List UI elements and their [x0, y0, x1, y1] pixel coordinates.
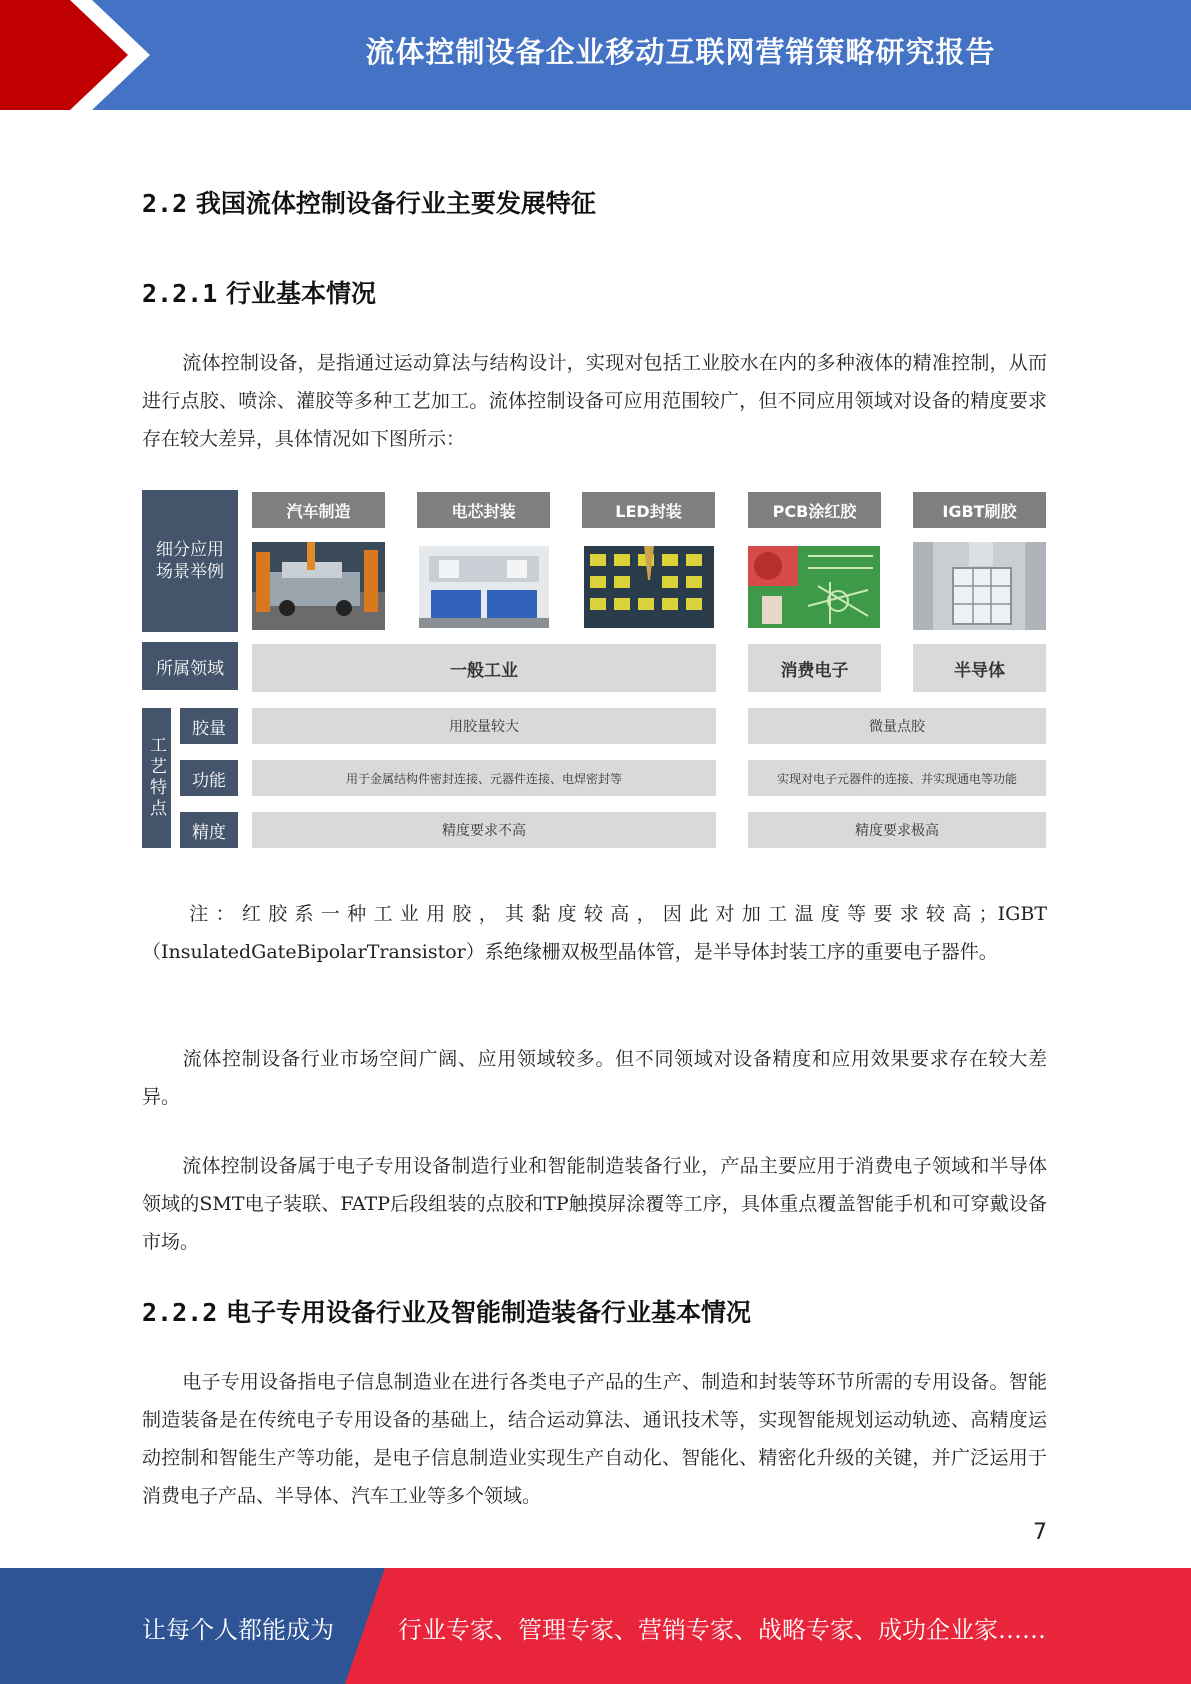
footer-slogan-right: 行业专家、管理专家、营销专家、战略专家、成功企业家…… — [398, 1616, 1046, 1644]
section-heading-2-2 — [142, 184, 596, 220]
attr-value-general-amount: 用胶量较大 — [252, 708, 716, 744]
app-tag: IGBT刷胶 — [913, 492, 1046, 528]
row-label-apps: 细分应用 场景举例 — [142, 490, 238, 632]
section-heading-2-2-2 — [142, 1293, 751, 1329]
photo-automotive — [252, 542, 385, 630]
section-heading-2-2-1 — [142, 274, 376, 310]
app-tag: 电芯封装 — [417, 492, 550, 528]
section-number: 2.2 — [142, 189, 188, 218]
attr-label-function: 功能 — [180, 760, 238, 796]
section-number: 2.2.2 — [142, 1298, 218, 1327]
domain-general: 一般工业 — [252, 644, 716, 692]
photo-pcb — [748, 546, 880, 628]
attr-value-general-precision: 精度要求不高 — [252, 812, 716, 848]
page-number: 7 — [1033, 1520, 1047, 1545]
attr-value-general-function: 用于金属结构件密封连接、元器件连接、电焊密封等 — [252, 760, 716, 796]
attr-label-amount: 胶量 — [180, 708, 238, 744]
section-title: 我国流体控制设备行业主要发展特征 — [195, 189, 596, 218]
page-header — [0, 0, 1191, 110]
paragraph-text: 注：红胶系一种工业用胶，其黏度较高，因此对加工温度等要求较高；IGBT（InsulatedGateBipolarTransistor）系绝缘栅双极型晶体管，是半导体封装工序的重要电子器件。 — [142, 903, 1047, 963]
header-chevron-decoration — [0, 0, 160, 110]
paragraph-text: 流体控制设备属于电子专用设备制造行业和智能制造装备行业，产品主要应用于消费电子领域和半导体领域的SMT电子装联、FATP后段组装的点胶和TP触摸屏涂覆等工序，具体重点覆盖智能手机和可穿戴设备市场。 — [142, 1155, 1047, 1253]
section-number: 2.2.1 — [142, 279, 218, 308]
app-tag: PCB涂红胶 — [748, 492, 881, 528]
paragraph-note — [142, 895, 1047, 971]
app-tag: 汽车制造 — [252, 492, 385, 528]
attr-value-electronics-function: 实现对电子元器件的连接、并实现通电等功能 — [748, 760, 1046, 796]
domain-semiconductor: 半导体 — [913, 644, 1046, 692]
attr-label-precision: 精度 — [180, 812, 238, 848]
attr-value-electronics-precision: 精度要求极高 — [748, 812, 1046, 848]
photo-led-package — [584, 546, 714, 628]
footer-slogan-left: 让每个人都能成为 — [142, 1616, 334, 1644]
paragraph-equipment — [142, 1363, 1047, 1515]
header-title: 流体控制设备企业移动互联网营销策略研究报告 — [365, 35, 996, 69]
paragraph-text: 电子专用设备指电子信息制造业在进行各类电子产品的生产、制造和封装等环节所需的专用设备。智能制造装备是在传统电子专用设备的基础上，结合运动算法、通讯技术等，实现智能规划运动轨迹、高精度运动控制和智能生产等功能，是电子信息制造业实现生产自动化、智能化、精密化升级的关键，并广泛运用于消费电子产品、半导体、汽车工业等多个领域。 — [142, 1371, 1047, 1507]
application-figure — [142, 490, 1048, 850]
page-footer — [0, 1568, 1191, 1684]
paragraph-text: 流体控制设备，是指通过运动算法与结构设计，实现对包括工业胶水在内的多种液体的精准控制，从而进行点胶、喷涂、灌胶等多种工艺加工。流体控制设备可应用范围较广，但不同应用领域对设备的精度要求存在较大差异，具体情况如下图所示： — [142, 352, 1047, 450]
section-title: 行业基本情况 — [225, 279, 376, 308]
attr-value-electronics-amount: 微量点胶 — [748, 708, 1046, 744]
app-tag: LED封装 — [582, 492, 715, 528]
paragraph-intro — [142, 344, 1047, 458]
photo-battery-cell — [419, 546, 549, 628]
paragraph-industry — [142, 1147, 1047, 1261]
row-label-domain: 所属领域 — [142, 642, 238, 690]
paragraph-text: 流体控制设备行业市场空间广阔、应用领域较多。但不同领域对设备精度和应用效果要求存在较大差异。 — [142, 1048, 1047, 1108]
photo-igbt — [913, 542, 1046, 630]
row-label-process: 工艺特点 — [142, 708, 171, 848]
section-title: 电子专用设备行业及智能制造装备行业基本情况 — [225, 1298, 751, 1327]
paragraph-market — [142, 1040, 1047, 1116]
domain-consumer: 消费电子 — [748, 644, 881, 692]
